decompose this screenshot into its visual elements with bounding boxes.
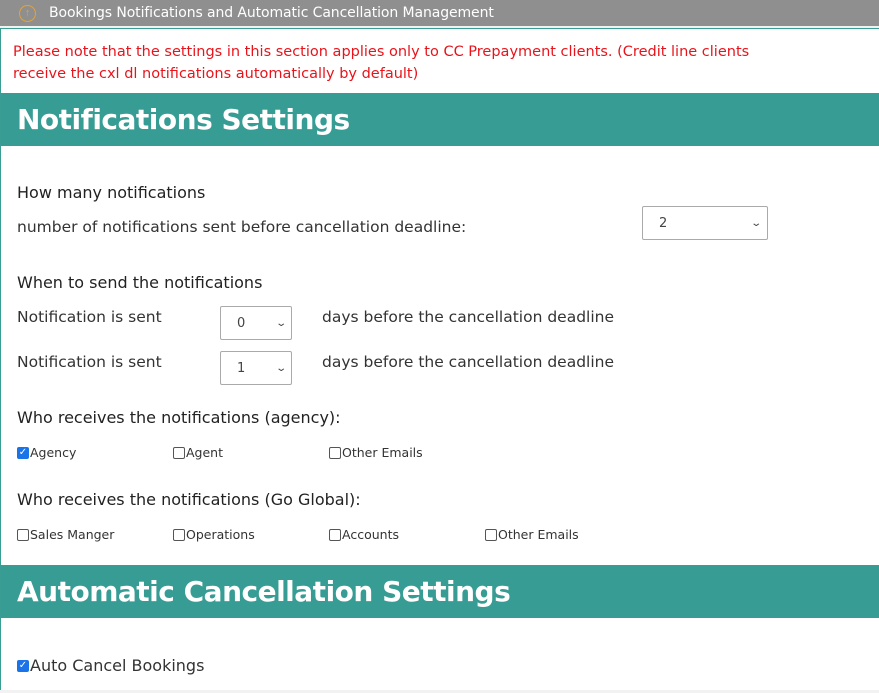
- section-title-notifications: Notifications Settings: [1, 93, 879, 146]
- notification-count-label: number of notifications sent before cancellation deadline:: [17, 218, 467, 236]
- checkbox-label: Auto Cancel Bookings: [30, 656, 205, 675]
- notification-count-select[interactable]: [642, 206, 768, 240]
- notification-1-days-select[interactable]: [220, 306, 292, 340]
- checkbox-goglobal-other-emails[interactable]: [485, 527, 579, 542]
- checkbox-label: Other Emails: [342, 445, 423, 460]
- notification-2-suffix: days before the cancellation deadline: [322, 353, 615, 371]
- notification-2-days-value: 1: [237, 360, 246, 376]
- checkbox-unchecked-icon[interactable]: [329, 529, 341, 541]
- checkbox-label: Agency: [30, 445, 77, 460]
- checkbox-operations[interactable]: [173, 527, 255, 542]
- panel-title: Bookings Notifications and Automatic Cancellation Management: [49, 5, 494, 21]
- notification-1-label: Notification is sent: [17, 308, 162, 326]
- how-many-heading: How many notifications: [17, 183, 206, 202]
- checkbox-checked-icon[interactable]: ✓: [18, 660, 28, 671]
- panel-body: [0, 28, 879, 690]
- checkbox-agency-other-emails[interactable]: [329, 445, 423, 460]
- checkbox-unchecked-icon[interactable]: [173, 529, 185, 541]
- notification-1-suffix: days before the cancellation deadline: [322, 308, 615, 326]
- checkbox-unchecked-icon[interactable]: [485, 529, 497, 541]
- checkbox-label: Other Emails: [498, 527, 579, 542]
- chevron-down-icon: ⌄: [749, 217, 762, 229]
- checkbox-agency[interactable]: [17, 445, 76, 460]
- checkbox-accounts[interactable]: [329, 527, 399, 542]
- goglobal-recipients-heading: Who receives the notifications (Go Global):: [17, 490, 361, 509]
- chevron-down-icon: ⌄: [274, 362, 287, 374]
- checkbox-unchecked-icon[interactable]: [173, 447, 185, 459]
- agency-recipients-heading: Who receives the notifications (agency):: [17, 408, 341, 427]
- checkbox-label: Agent: [186, 445, 223, 460]
- checkbox-unchecked-icon[interactable]: [17, 529, 29, 541]
- when-heading: When to send the notifications: [17, 273, 263, 292]
- chevron-down-icon: ⌄: [274, 317, 287, 329]
- notification-1-days-value: 0: [237, 315, 246, 331]
- checkbox-auto-cancel[interactable]: [17, 656, 204, 675]
- notification-count-value: 2: [659, 215, 668, 231]
- checkbox-checked-icon[interactable]: ✓: [18, 447, 28, 458]
- checkbox-label: Sales Manger: [30, 527, 115, 542]
- arrow-up-circle-icon[interactable]: ↑: [19, 5, 36, 22]
- notification-2-days-select[interactable]: [220, 351, 292, 385]
- notification-2-label: Notification is sent: [17, 353, 162, 371]
- notice-text: Please note that the settings in this section applies only to CC Prepayment clients. (Credit line clients receive the cxl dl notifications automatically by default): [13, 44, 750, 82]
- section-title-auto-cancel: Automatic Cancellation Settings: [1, 565, 879, 618]
- checkbox-sales-manager[interactable]: [17, 527, 114, 542]
- checkbox-label: Accounts: [342, 527, 399, 542]
- checkbox-label: Operations: [186, 527, 255, 542]
- panel-header[interactable]: [0, 0, 879, 26]
- checkbox-unchecked-icon[interactable]: [329, 447, 341, 459]
- checkbox-agent[interactable]: [173, 445, 223, 460]
